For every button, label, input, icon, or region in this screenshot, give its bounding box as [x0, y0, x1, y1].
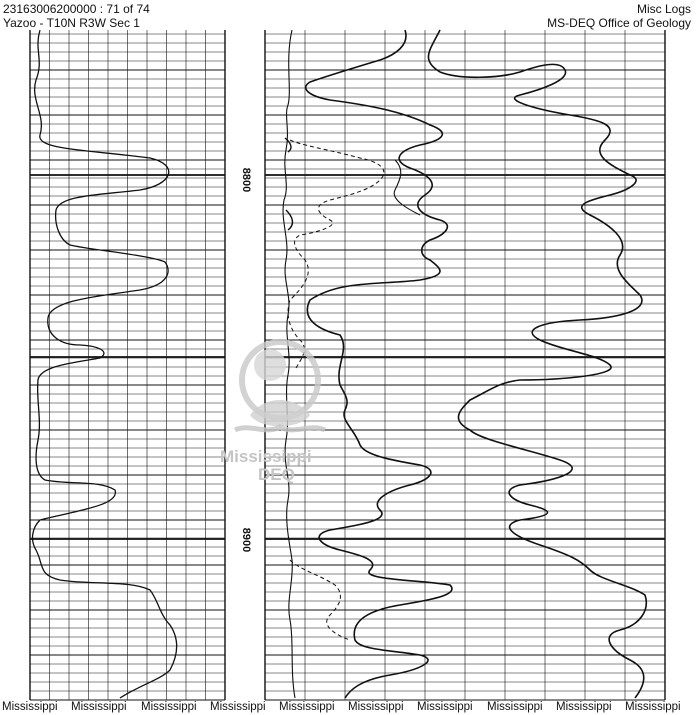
footer-watermark-text: Mississippi	[625, 701, 681, 713]
file-id-line: 23163006200000 : 71 of 74	[3, 2, 150, 16]
footer-watermark-text: Mississippi	[141, 701, 197, 713]
footer-watermark-text: Mississippi	[210, 701, 266, 713]
footer-watermark-text: Mississippi	[2, 701, 58, 713]
left-track-curve	[33, 30, 177, 698]
depth-label-8900	[240, 528, 252, 552]
watermark-line1: Mississippi	[220, 447, 312, 466]
depth-label-8800	[240, 168, 252, 192]
svg-text:8800: 8800	[240, 167, 252, 193]
footer-watermark-text: Mississippi	[556, 701, 612, 713]
footer-watermark-text: Mississippi	[279, 701, 335, 713]
footer-watermark-strip	[0, 700, 697, 715]
office-label: MS-DEQ Office of Geology	[547, 16, 691, 30]
left-track-grid	[30, 30, 225, 700]
footer-watermark-text: Mississippi	[71, 701, 127, 713]
watermark-line2: DEQ	[258, 465, 295, 484]
footer-watermark-text: Mississippi	[348, 701, 404, 713]
footer-watermark-text: Mississippi	[487, 701, 543, 713]
footer-watermark-text: Mississippi	[417, 701, 473, 713]
log-type-label: Misc Logs	[636, 2, 691, 16]
svg-text:8900: 8900	[240, 527, 252, 553]
location-line: Yazoo - T10N R3W Sec 1	[3, 16, 140, 30]
mississippi-deq-watermark	[210, 335, 350, 495]
